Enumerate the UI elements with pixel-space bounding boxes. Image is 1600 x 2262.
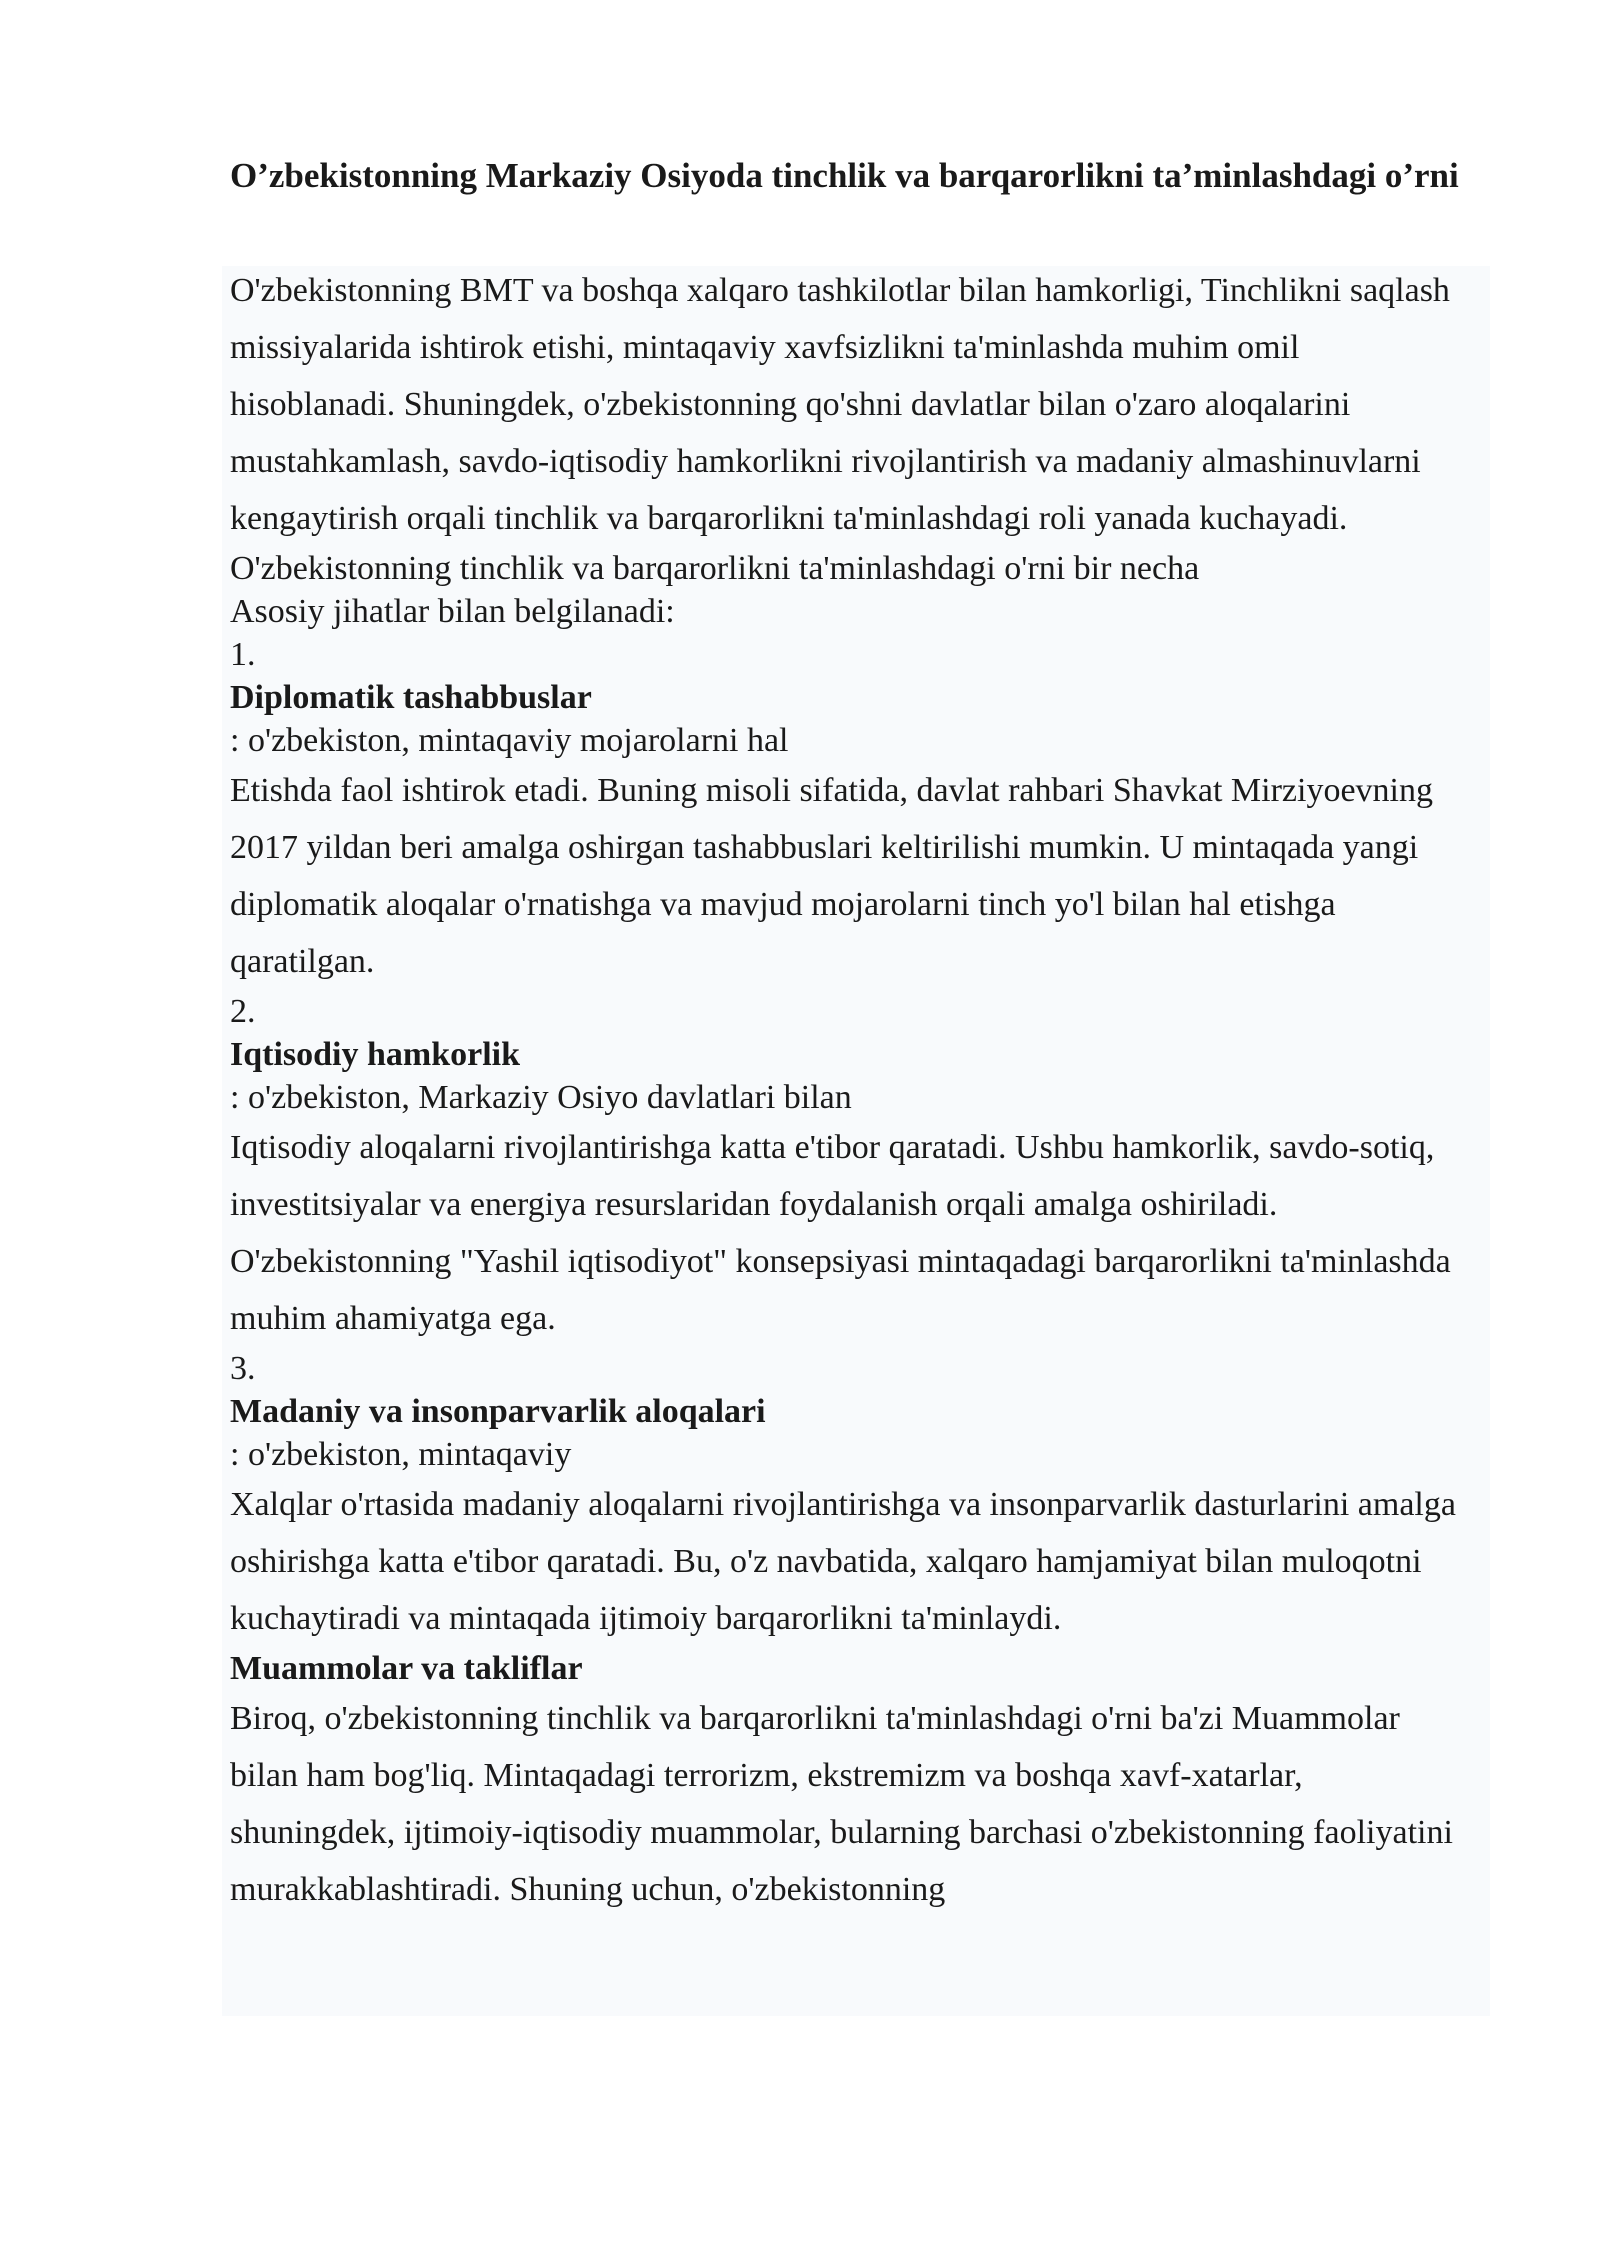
section-heading: Muammolar va takliflar	[230, 1650, 583, 1687]
section-subline: : o'zbekiston, Markaziy Osiyo davlatlari bilan	[230, 1079, 852, 1116]
section-diplomatic	[230, 633, 1470, 990]
section-economic	[230, 990, 1470, 1347]
page-title: O’zbekistonning Markaziy Osiyoda tinchlik va barqarorlikni ta’minlashdagi o’rni	[230, 156, 1459, 195]
section-paragraph: Etishda faol ishtirok etadi. Buning misoli sifatida, davlat rahbari Shavkat Mirziyoevning 2017 yildan beri amalga oshirgan tashabbuslari keltirilishi mumkin. U mintaqada yangi diplomatik aloqalar o'rnatishga va mavjud mojarolarni tinch yo'l bilan hal etishga qaratilgan.	[230, 772, 1433, 980]
section-subline: : o'zbekiston, mintaqaviy	[230, 1436, 572, 1473]
lead-line: O'zbekistonning tinchlik va barqarorlikni ta'minlashdagi o'rni bir necha	[230, 550, 1200, 587]
section-paragraph: Biroq, o'zbekistonning tinchlik va barqarorlikni ta'minlashdagi o'rni ba'zi Muammolar bilan ham bog'liq. Mintaqadagi terrorizm, ekstremizm va boshqa xavf-xatarlar, shuningdek, ijtimoiy-iqtisodiy muammolar, bularning barchasi o'zbekistonning faoliyatini murakkablashtiradi. Shuning uchun, o'zbekistonning	[230, 1700, 1453, 1908]
section-paragraph: Iqtisodiy aloqalarni rivojlantirishga katta e'tibor qaratadi. Ushbu hamkorlik, savdo-sotiq, investitsiyalar va energiya resurslaridan foydalanish orqali amalga oshiriladi. O'zbekistonning "Yashil iqtisodiyot" konsepsiyasi mintaqadagi barqarorlikni ta'minlashda muhim ahamiyatga ega.	[230, 1129, 1451, 1337]
document-body	[230, 262, 1470, 1918]
section-subline: : o'zbekiston, mintaqaviy mojarolarni hal	[230, 722, 789, 759]
section-problems	[230, 1647, 1470, 1918]
lead-line: Asosiy jihatlar bilan belgilanadi:	[230, 593, 675, 630]
section-heading: Iqtisodiy hamkorlik	[230, 1036, 521, 1073]
section-heading: Diplomatik tashabbuslar	[230, 679, 592, 716]
intro-paragraph: O'zbekistonning BMT va boshqa xalqaro tashkilotlar bilan hamkorligi, Tinchlikni saqlash missiyalarida ishtirok etishi, mintaqaviy xavfsizlikni ta'minlashda muhim omil hisoblanadi. Shuningdek, o'zbekistonning qo'shni davlatlar bilan o'zaro aloqalarini mustahkamlash, savdo-iqtisodiy hamkorlikni rivojlantirish va madaniy almashinuvlarni kengaytirish orqali tinchlik va barqarorlikni ta'minlashdagi roli yanada kuchayadi.	[230, 272, 1450, 537]
section-number: 2.	[230, 993, 256, 1030]
section-cultural	[230, 1347, 1470, 1647]
section-heading: Madaniy va insonparvarlik aloqalari	[230, 1393, 766, 1430]
section-number: 3.	[230, 1350, 256, 1387]
section-number: 1.	[230, 636, 256, 673]
section-paragraph: Xalqlar o'rtasida madaniy aloqalarni rivojlantirishga va insonparvarlik dasturlarini amalga oshirishga katta e'tibor qaratadi. Bu, o'z navbatida, xalqaro hamjamiyat bilan muloqotni kuchaytiradi va mintaqada ijtimoiy barqarorlikni ta'minlaydi.	[230, 1486, 1456, 1637]
